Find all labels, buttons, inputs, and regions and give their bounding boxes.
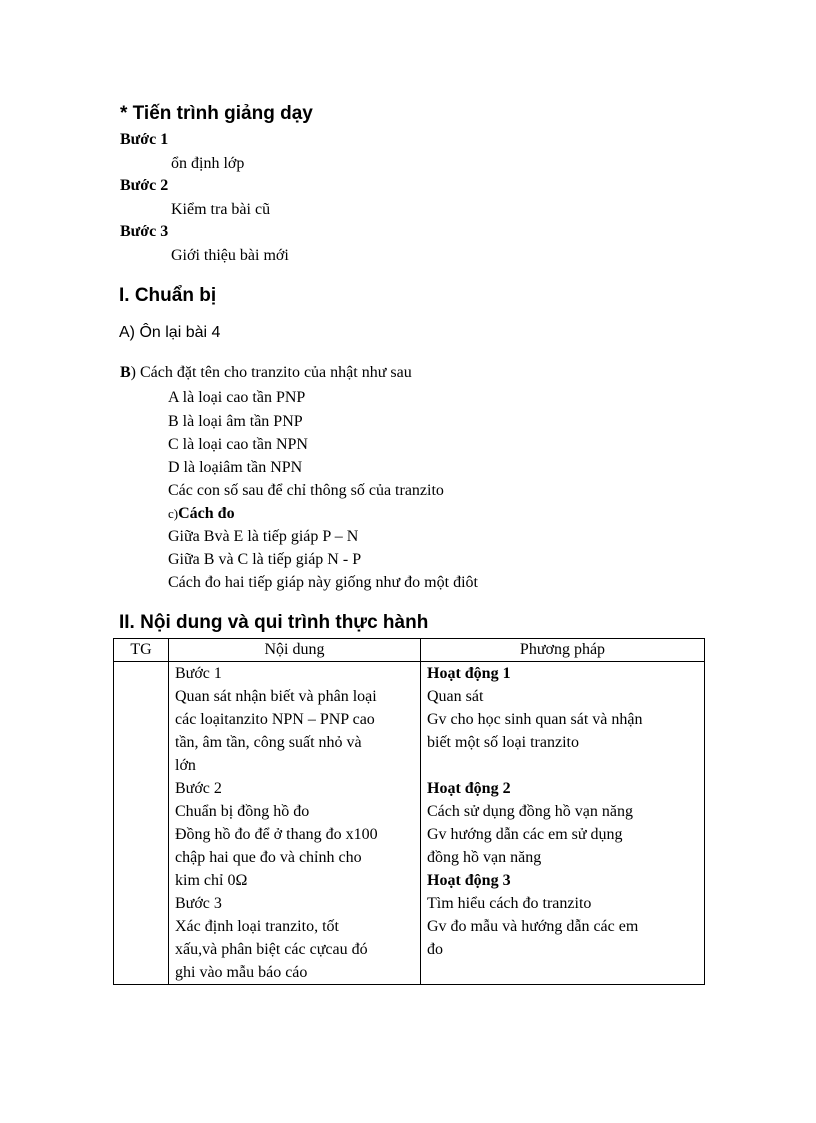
naming-line: D là loạiâm tần NPN — [168, 459, 303, 476]
content-line: tần, âm tần, công suất nhỏ và — [175, 734, 362, 751]
content-cell — [169, 662, 421, 985]
naming-line: Các con số sau để chỉ thông số của tranzito — [168, 482, 444, 499]
tg-cell — [114, 662, 169, 985]
step-3-text: Giới thiệu bài mới — [171, 247, 289, 264]
method-line: Gv hướng dẫn các em sử dụng — [427, 826, 623, 843]
content-line: Đồng hồ đo để ở thang đo x100 — [175, 826, 378, 843]
header-method: Phương pháp — [421, 639, 705, 662]
content-line: Xác định loại tranzito, tốt — [175, 918, 339, 935]
header-tg: TG — [114, 639, 169, 662]
section-2-heading: II. Nội dung và qui trình thực hành — [119, 612, 429, 633]
c-title: Cách đo — [178, 505, 235, 522]
measure-line: Giữa B và C là tiếp giáp N - P — [168, 551, 362, 568]
step-2-text: Kiểm tra bài cũ — [171, 201, 271, 218]
table-header-row — [114, 639, 705, 662]
content-line: Quan sát nhận biết và phân loại — [175, 688, 377, 705]
table-row — [114, 662, 705, 985]
section-1-c-line — [168, 505, 235, 523]
content-line: Bước 1 — [175, 665, 222, 682]
measure-line: Cách đo hai tiếp giáp này giống như đo một điôt — [168, 574, 478, 591]
measure-line: Giữa Bvà E là tiếp giáp P – N — [168, 528, 359, 545]
page-title: * Tiến trình giảng dạy — [120, 103, 313, 124]
step-1-label: Bước 1 — [120, 131, 169, 148]
content-line: Chuẩn bị đồng hồ đo — [175, 803, 310, 820]
method-line: Cách sử dụng đồng hồ vạn năng — [427, 803, 633, 820]
method-activity-heading: Hoạt động 3 — [427, 872, 511, 889]
content-line: Bước 2 — [175, 780, 222, 797]
content-line: chập hai que đo và chỉnh cho — [175, 849, 362, 866]
step-1-text: ổn định lớp — [171, 155, 245, 172]
section-1-b-line — [120, 364, 412, 382]
content-line: các loạitanzito NPN – PNP cao — [175, 711, 375, 728]
b-text: ) Cách đặt tên cho tranzito của nhật như sau — [130, 364, 412, 381]
method-line: đo — [427, 941, 443, 958]
header-content: Nội dung — [169, 639, 421, 662]
method-line: Gv cho học sinh quan sát và nhận — [427, 711, 643, 728]
section-1-heading: I. Chuẩn bị — [119, 285, 217, 306]
naming-line: B là loại âm tần PNP — [168, 413, 303, 430]
content-line: lớn — [175, 757, 196, 774]
content-line: ghi vào mẫu báo cáo — [175, 964, 308, 981]
method-line — [427, 754, 698, 777]
c-prefix: c) — [168, 506, 179, 521]
content-line: xấu,và phân biệt các cựcau đó — [175, 941, 368, 958]
method-cell — [421, 662, 705, 985]
method-line: đồng hồ vạn năng — [427, 849, 542, 866]
practice-table — [113, 638, 705, 985]
step-2-label: Bước 2 — [120, 177, 169, 194]
method-line: Tìm hiểu cách đo tranzito — [427, 895, 592, 912]
content-line: kim chỉ 0Ω — [175, 872, 248, 889]
naming-line: A là loại cao tần PNP — [168, 389, 306, 406]
method-activity-heading: Hoạt động 2 — [427, 780, 511, 797]
method-line: Quan sát — [427, 688, 484, 705]
method-line: Gv đo mẫu và hướng dẫn các em — [427, 918, 639, 935]
b-prefix: B — [120, 364, 131, 381]
content-line: Bước 3 — [175, 895, 222, 912]
step-3-label: Bước 3 — [120, 223, 169, 240]
section-1-a-line: A) Ôn lại bài 4 — [119, 324, 221, 341]
naming-line: C là loại cao tần NPN — [168, 436, 308, 453]
method-activity-heading: Hoạt động 1 — [427, 665, 511, 682]
method-line: biết một số loại tranzito — [427, 734, 579, 751]
